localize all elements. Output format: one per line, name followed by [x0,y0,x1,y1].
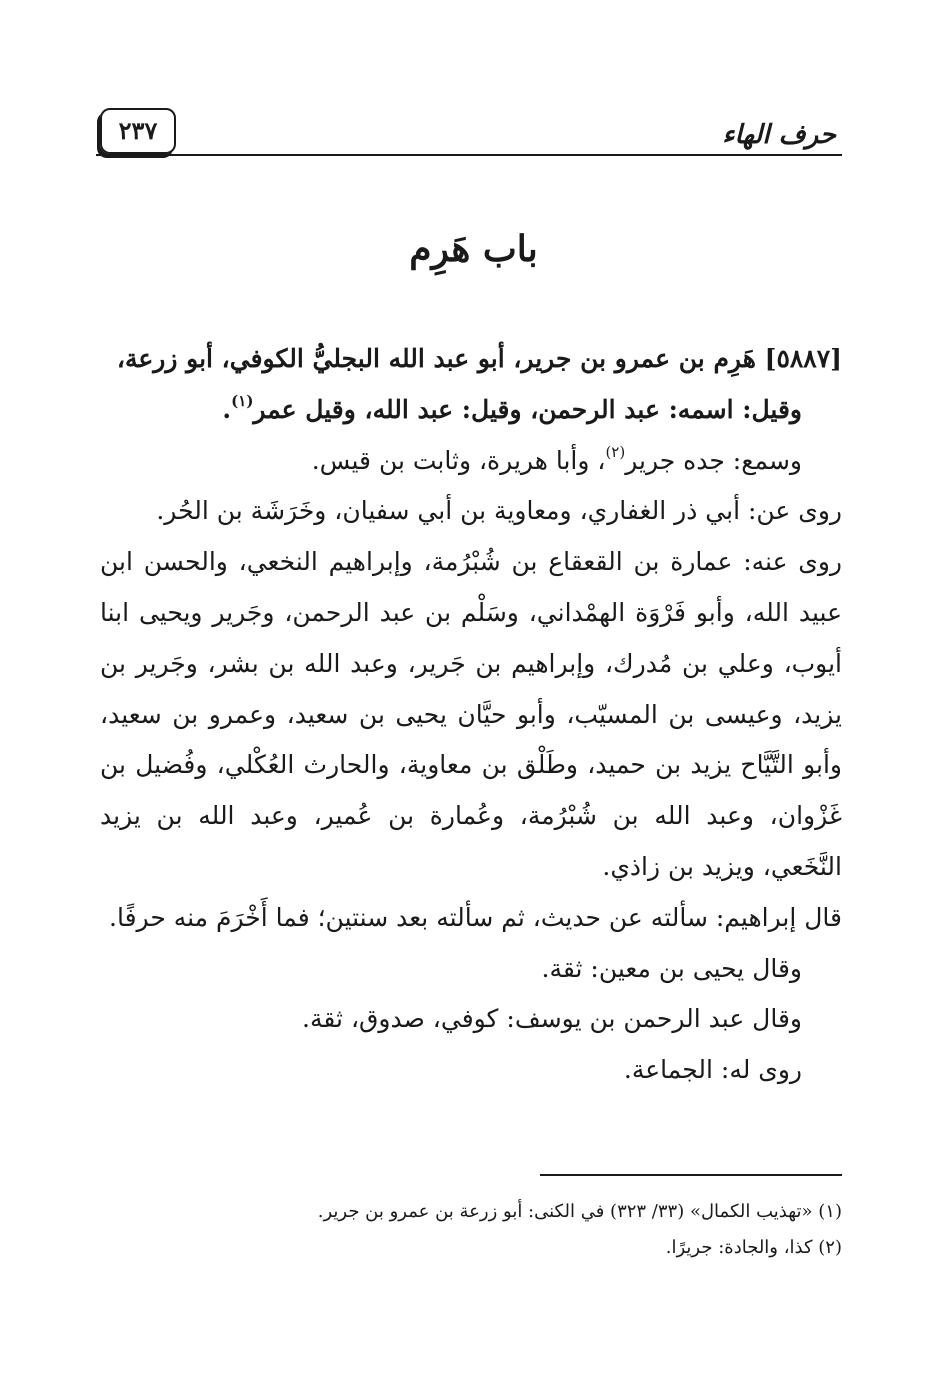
entry-heading-line1: [٥٨٨٧] هَرِم بن عمرو بن جرير، أبو عبد الله البجليُّ الكوفي، أبو زرعة، [116,344,842,373]
yahya-quote-paragraph: وقال يحيى بن معين: ثقة. [541,953,802,983]
header-rule [96,154,842,156]
ibrahim-quote-paragraph: قال إبراهيم: سألته عن حديث، ثم سألته بعد سنتين؛ فما أَخْرَمَ منه حرفًا. [109,902,842,932]
abdulrahman-quote-paragraph: وقال عبد الرحمن بن يوسف: كوفي، صدوق، ثقة. [302,1004,802,1034]
heard-paragraph [100,436,842,487]
entry-heading-line2-text: وقيل: اسمه: عبد الرحمن، وقيل: عبد الله، وقيل عمر [253,394,802,424]
running-title: حرف الهاء [722,120,836,150]
entry-heading-line2 [100,385,842,436]
footnote-2: (٢) كذا، والجادة: جريرًا. [665,1237,842,1258]
page-header [96,106,842,158]
footnote-rule [540,1174,842,1176]
page-number: ٢٣٧ [100,108,176,154]
chapter-title: باب هَرِم [409,228,538,270]
narrated-from-paragraph: روى عن: أبي ذر الغفاري، ومعاوية بن أبي سفيان، وخَرَشَة بن الحُر. [156,496,842,526]
footnote-1: (١) «تهذيب الكمال» (٣٣/ ٣٢٣) في الكنى: أبو زرعة بن عمرو بن جرير. [317,1201,842,1222]
narrated-for-paragraph: روى له: الجماعة. [623,1055,802,1085]
entry-body [100,334,842,1096]
heard-rest: ، وأبا هريرة، وثابت بن قيس. [311,445,606,475]
entry-heading-end: . [222,394,232,424]
narrated-by-paragraph: روى عنه: عمارة بن القعقاع بن شُبْرُمة، وإبراهيم النخعي، والحسن ابن عبيد الله، وأبو فَرْوَة الهمْداني، وسَلْم بن عبد الرحمن، وجَرير ويحيى ابنا أيوب، وعلي بن مُدرك، وإبراهيم بن جَرير، وعبد الله بن بشر، وجَرير بن يزيد، وعيسى بن المسيّب، وأبو حيَّان يحيى بن سعيد، وعمرو بن سعيد، وأبو التَّيَّاح يزيد بن حميد، وطَلْق بن معاوية، والحارث العُكْلي، وفُضيل بن غَزْوان، وعبد الله بن شُبْرُمة، وعُمارة بن عُمير، وعبد الله بن يزيد النَّخَعي، ويزيد بن زاذي. [100,547,842,881]
footnote-ref-1[interactable]: (١) [231,391,254,410]
footnote-ref-2[interactable]: (٢) [605,442,626,461]
heard-text: وسمع: جده جرير [625,445,802,475]
footnotes [100,1194,842,1266]
